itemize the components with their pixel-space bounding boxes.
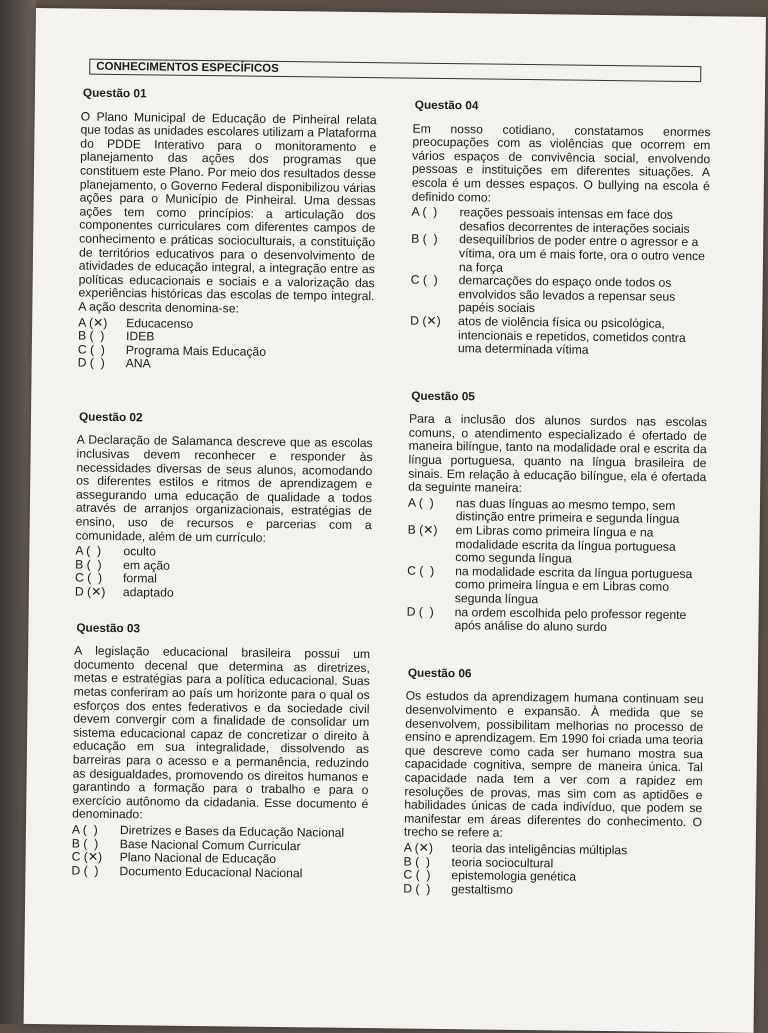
option-letter: B ( ): [403, 854, 431, 869]
option-letter: A (✕): [78, 315, 108, 330]
right-column: [403, 99, 711, 922]
section-header: CONHECIMENTOS ESPECÍFICOS: [89, 59, 701, 82]
option-a: [408, 496, 706, 527]
option-text: atos de violência física ou psicológica, intencionais e repetidos, cometidos contra uma determinada vítima: [457, 314, 686, 357]
question-title: Questão 02: [78, 409, 143, 425]
option-b: [407, 524, 705, 568]
question-01: [78, 87, 377, 374]
option-letter: D (✕): [410, 313, 441, 328]
option-letter: C (✕): [71, 849, 103, 864]
option-text: na modalidade escrita da língua portuguesa como primeira língua e em Libras como segunda língua: [454, 563, 693, 607]
option-text: Programa Mais Educação: [125, 342, 267, 359]
option-letter: C ( ): [77, 342, 105, 357]
question-03: [71, 621, 370, 881]
option-text: Diretrizes e Bases da Educação Nacional: [119, 822, 345, 840]
option-text: formal: [122, 571, 157, 586]
option-c: [407, 564, 705, 608]
option-letter: A (✕): [403, 840, 434, 855]
question-text: Os estudos da aprendizagem humana continuam seu desenvolvimento e expansão. À medida que se desenvolvem, possibilitam melhorias no processo de ensino e aprendizagem. Em 1990 foi criada uma teoria que descreve como cada ser humano mostra sua capacidade cognitiva, sempre de maneira única. Tal capacidade nada tem a ver com a rapidez em resoluções de provas, mas sim com as aptidões e habilidades únicas de cada indivíduo, que podem se manifestar em áreas diferentes do conhecimento. O trecho se refere a:: [403, 688, 704, 841]
question-title: Questão 04: [414, 97, 479, 113]
option-letter: A ( ): [71, 822, 98, 837]
question-text: A legislação educacional brasileira possui um documento decenal que determina as diretrizes, metas e estratégias para a política educacional. Suas metas conferiram ao país um horizonte para o qual os esforços dos entes federativos e da sociedade civil devem convergir com a finalidade de consolidar um sistema educacional capaz de concretizar o direito à educação em sua integralidade, dissolvendo as barreiras para o acesso e a permanência, reduzindo as desigualdades, promovendo os direitos humanos e garantindo a formação para o trabalho e para o exercício autônomo da cidadania. Esse documento é denominado:: [72, 643, 371, 822]
option-text: gestaltismo: [451, 881, 513, 897]
option-text: epistemologia genética: [451, 868, 577, 884]
option-b: [411, 233, 709, 277]
question-04: [410, 99, 711, 359]
left-column: [71, 87, 377, 904]
option-d: [75, 586, 371, 603]
question-title: Questão 05: [411, 388, 475, 404]
question-text: A Declaração de Salamanca descreve que as escolas inclusivas devem reconhecer e responder às necessidades diversas de seus alunos, acomodando os diferentes estilos e ritmos de aprendizagem e assegurando uma educação de qualidade a todos através de arranjos organizacionais, estratégias de ensino, uso de recursos e parcerias com a comunidade, além de um currículo:: [75, 432, 373, 545]
question-text: Em nosso cotidiano, constatamos enormes preocupações com as violências que ocorrem em vários espaços de convivência social, envolvendo pessoas e instituições em diferentes situações. A escola é um desses espaços. O bullying na escola é definido como:: [411, 121, 711, 205]
option-letter: C ( ): [403, 867, 431, 882]
option-letter: C ( ): [407, 563, 435, 578]
option-text: Educacenso: [126, 315, 194, 331]
option-text: Plano Nacional de Educação: [119, 850, 277, 867]
option-letter: D ( ): [406, 604, 434, 619]
option-letter: D ( ): [403, 881, 431, 896]
option-letter: A ( ): [411, 204, 438, 220]
option-d: [410, 315, 708, 359]
option-text: em ação: [123, 557, 171, 573]
option-letter: D ( ): [77, 355, 105, 371]
option-letter: B ( ): [77, 328, 105, 343]
option-d: [403, 882, 701, 899]
question-02: [75, 410, 373, 602]
option-text: Base Nacional Comum Curricular: [119, 836, 301, 853]
option-letter: A ( ): [407, 495, 434, 510]
option-text: desequilíbrios de poder entre o agressor e a vítima, ora um é mais forte, ora o outro vence na força: [458, 232, 705, 275]
option-d: [406, 605, 704, 636]
option-letter: B ( ): [71, 836, 99, 851]
question-05: [406, 389, 707, 636]
option-text: oculto: [123, 544, 156, 559]
option-text: adaptado: [122, 585, 174, 600]
option-text: demarcações do espaço onde todos os envolvidos são levados a repensar seus papéis sociais: [458, 273, 676, 316]
option-text: IDEB: [125, 329, 155, 344]
option-letter: A ( ): [75, 543, 102, 559]
option-letter: C ( ): [410, 272, 438, 288]
option-letter: D (✕): [74, 584, 106, 599]
option-text: Documento Educacional Nacional: [119, 863, 303, 881]
option-text: na ordem escolhida pelo professor regente após análise do aluno surdo: [454, 604, 687, 635]
question-text: Para a inclusão dos alunos surdos nas escolas comuns, o atendimento especializado é ofertado de maneira bilíngue, tanto na modalidade oral e escrita da língua portuguesa, quanto na língua brasileira de sinais. Em relação à educação bilíngue, ela é ofertada da seguinte maneira:: [408, 411, 708, 496]
option-text: teoria das inteligências múltiplas: [451, 841, 628, 858]
option-text: nas duas línguas ao mesmo tempo, sem distinção entre primeira e segunda língua: [455, 496, 680, 527]
option-letter: B ( ): [411, 231, 438, 247]
option-text: reações pessoais intensas em face dos desafios decorrentes de interações sociais: [459, 205, 690, 236]
option-letter: C ( ): [74, 570, 103, 586]
question-title: Questão 03: [76, 620, 141, 635]
option-letter: B (✕): [407, 522, 438, 537]
question-title: Questão 01: [82, 85, 147, 101]
option-text: ANA: [125, 356, 151, 371]
option-a: [411, 206, 709, 237]
question-title: Questão 06: [407, 665, 472, 681]
option-d: [78, 357, 374, 374]
question-06: [403, 666, 704, 899]
exam-page: [24, 8, 766, 1033]
option-letter: D ( ): [71, 863, 99, 878]
option-d: [71, 864, 367, 881]
option-text: teoria sociocultural: [451, 854, 554, 870]
question-text: O Plano Municipal de Educação de Pinheiral relata que todas as unidades escolares utilizam a Plataforma do PDDE Interativo para o monitoramento e planejamento das ações dos programas que constituem este Plano. Por meio dos resultados desse planejamento, o Governo Federal disponibilizou várias ações para o Município de Pinheiral. Uma dessas ações tem como princípios: a articulação dos componentes curriculares com diferentes campos de conhecimento e práticas socioculturais, a constituição de territórios educativos para o desenvolvimento de atividades de educação integral, a integração entre as políticas educacionais e sociais e a valorização das experiências históricas das escolas de tempo integral. A ação descrita denomina-se:: [78, 109, 377, 316]
option-letter: B ( ): [75, 557, 102, 572]
option-c: [410, 274, 708, 318]
option-text: em Libras como primeira língua e na modalidade escrita da língua portuguesa como segunda língua: [455, 523, 676, 566]
